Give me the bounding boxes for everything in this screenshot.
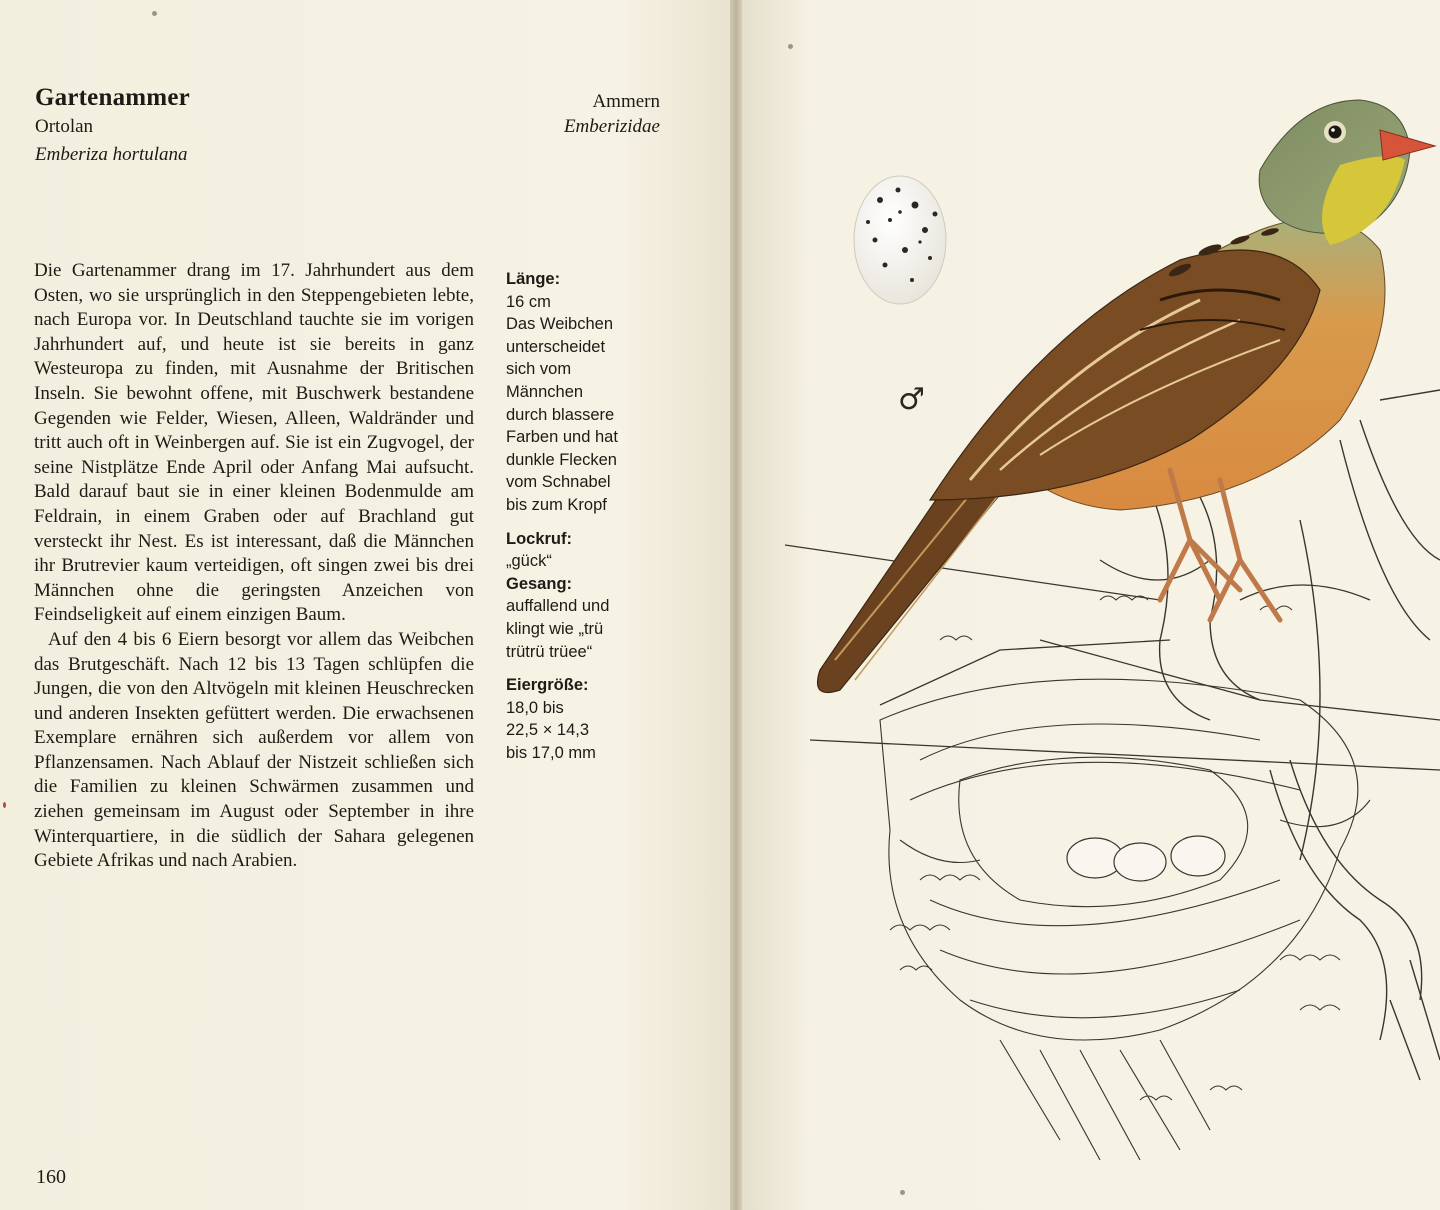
page-number: 160	[36, 1166, 66, 1188]
fact-label: Länge:	[506, 270, 561, 288]
fact-value: 16 cm Das Weibchen unterscheidet sich vom Männchen durch blassere Farben und hat dunkle Flecken vom Schnabel bis zum Kropf	[506, 292, 618, 514]
fact-label: Gesang:	[506, 574, 573, 593]
description-paragraph: Auf den 4 bis 6 Eiern besorgt vor allem das Weibchen das Brutgeschäft. Nach 12 bis 13 Tagen schlüpfen die Jungen, die von den Altvögeln mit kleinen Heuschrecken und anderen Insekten gefüttert werden. Die erwachsenen Exemplare ernähren sich außerdem vor allem von Pflanzensamen. Nach Ablauf der Nistzeit schließen sich die Familien zu kleinen Schwärmen zusammen und ziehen gemeinsam im August oder September in ihre Winterquartiere, in die südlich der Sahara gelegenen Gebiete Afrikas und nach Arabien.	[34, 628, 474, 872]
family-latin: Emberizidae	[563, 116, 660, 137]
species-latin-name: Emberiza hortulana	[35, 144, 188, 165]
fact-song	[506, 573, 681, 663]
fact-call	[506, 528, 681, 573]
paper-speck	[152, 11, 157, 16]
fact-label: Lockruf:	[506, 529, 572, 548]
bird-illustration	[740, 0, 1440, 1210]
male-symbol-icon: ♂	[898, 382, 925, 417]
family-german: Ammern	[592, 91, 660, 112]
fact-value: auffallend und klingt wie „trü trütrü trüee“	[506, 597, 610, 661]
egg-icon	[854, 176, 946, 304]
facts-column	[506, 268, 681, 775]
description-text	[34, 259, 474, 874]
fact-length	[506, 268, 681, 517]
fact-label: Eiergröße:	[506, 676, 589, 695]
species-alt-name: Ortolan	[35, 116, 94, 137]
species-title: Gartenammer	[35, 84, 190, 111]
fact-egg-size	[506, 674, 681, 764]
description-paragraph: Die Gartenammer drang im 17. Jahrhundert aus dem Osten, wo sie ursprünglich in den Steppengebieten lebte, nach Europa vor. In Deutschland tauchte sie im vorigen Jahrhundert auf, und heute ist sie bereits in ganz Westeuropa zu finden, mit Ausnahme der Britischen Inseln. Sie bewohnt offene, mit Buschwerk bestandene Gegenden wie Felder, Wiesen, Alleen, Waldränder und tritt auch oft in Weinbergen auf. Sie ist ein Zugvogel, der seine Nistplätze Ende April oder Anfang Mai aufsucht. Bald darauf baut sie in einer kleinen Bodenmulde am Feldrain, in einem Graben oder auf Brachland gut versteckt ihr Nest. Es ist interessant, daß die Männchen ihr Brutrevier kaum verteidigen, oft singen zwei bis drei Männchen ohne die geringsten Anzeichen von Feindseligkeit auf einem einzigen Baum.	[34, 260, 474, 626]
nest-sketch	[880, 679, 1370, 1160]
fact-value: „gück“	[506, 552, 552, 571]
nest-eggs	[1067, 836, 1225, 881]
paper-speck	[3, 802, 6, 808]
fact-value: 18,0 bis 22,5 × 14,3 bis 17,0 mm	[506, 698, 596, 762]
